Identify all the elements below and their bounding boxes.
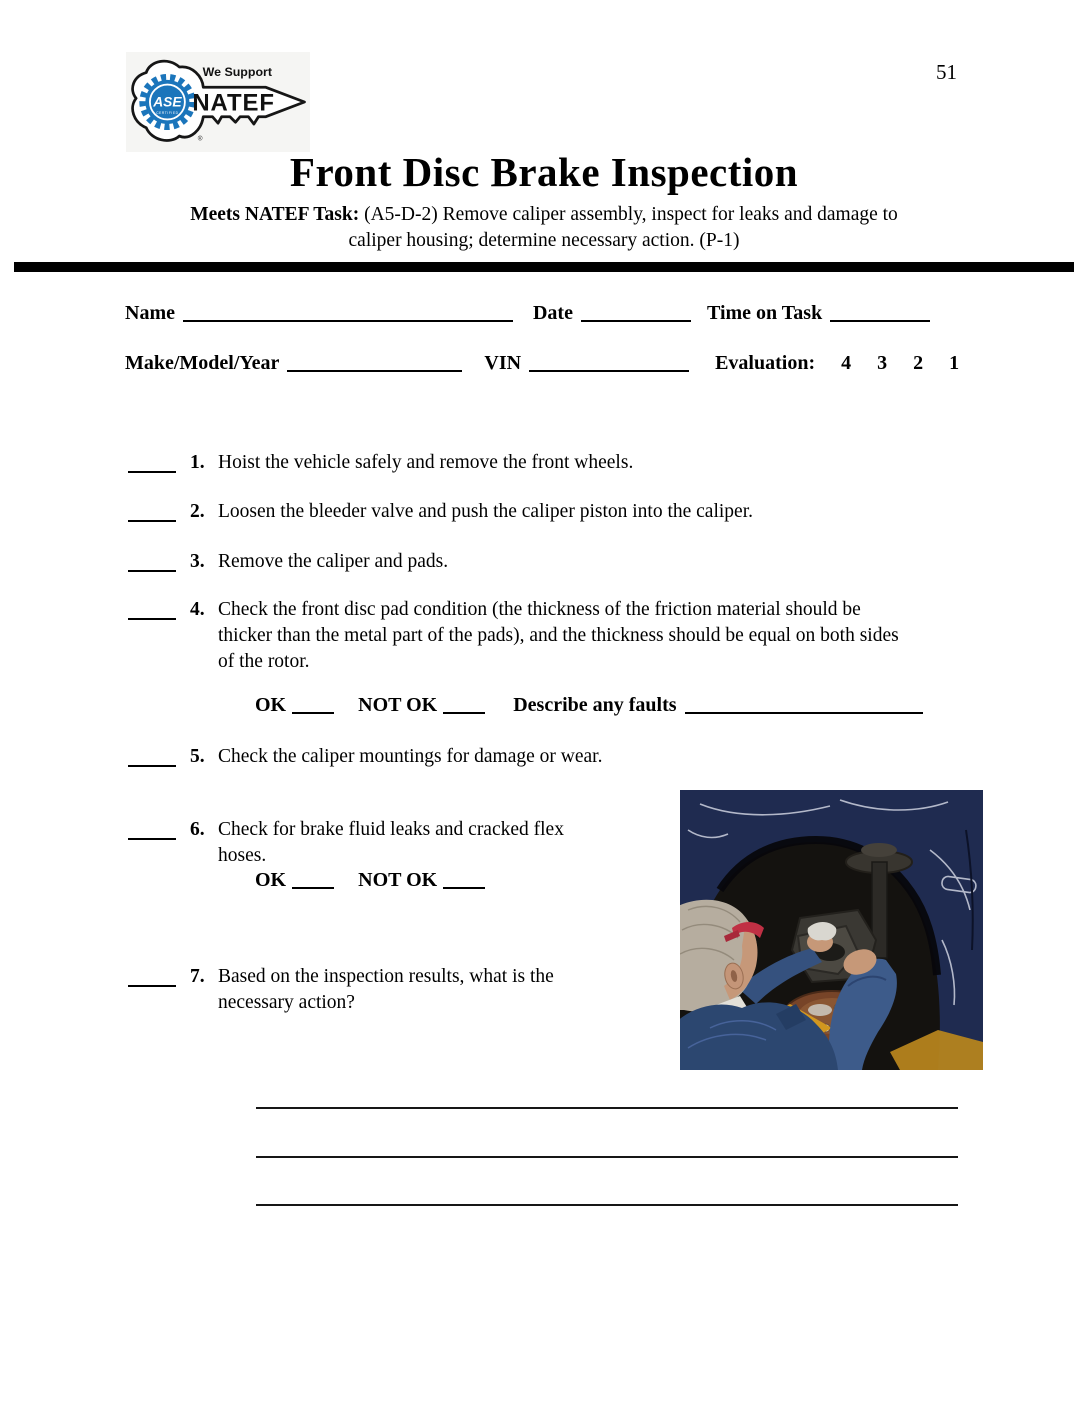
vin-blank-line [529,356,689,372]
natef-task-line2: caliper housing; determine necessary action. (P-1) [348,230,740,251]
step-2-text: Loosen the bleeder valve and push the caliper piston into the caliper. [218,501,753,522]
step-6-blank-line [128,817,176,840]
evaluation-value-1: 1 [949,352,960,374]
not-ok-label-2: NOT OK [358,869,438,891]
step-item-2 [128,499,910,525]
natef-task-text1: (A5-D-2) Remove caliper assembly, inspect for leaks and damage to [364,204,898,225]
form-row-name-date-time [125,302,930,325]
step-item-3 [128,549,910,575]
name-label: Name [125,302,175,324]
describe-faults-label: Describe any faults [513,694,677,716]
answer-line-1 [256,1107,958,1109]
answer-line-3 [256,1204,958,1206]
step-1-text: Hoist the vehicle safely and remove the front wheels. [218,452,634,473]
step-6-number: 6. [190,819,205,840]
step-7-blank-line [128,964,176,987]
step-3-blank-line [128,549,176,572]
natef-ase-logo [126,52,310,152]
brake-inspection-photo [680,790,983,1070]
ase-text: ASE [153,94,182,110]
brake-inspection-photo-graphic [680,790,983,1070]
step-5-blank-line [128,744,176,767]
ok-label: OK [255,694,287,716]
date-blank-line [581,306,691,322]
natef-task-label: Meets NATEF Task: [190,204,360,225]
page-title: Front Disc Brake Inspection [289,149,799,195]
step-3-text: Remove the caliper and pads. [218,551,449,572]
step-7-text: Based on the inspection results, what is the necessary action? [218,966,554,1013]
name-blank-line [183,306,513,322]
step-item-5 [128,744,910,770]
evaluation-label: Evaluation: [715,352,816,374]
vin-label: VIN [484,352,522,374]
ok-notok-describe-row [255,694,923,717]
ase-certified-text: CERTIFIED [156,110,179,115]
not-ok-blank-line-2 [443,873,485,889]
step-item-1 [128,450,910,476]
time-on-task-label: Time on Task [706,302,823,324]
date-label: Date [532,302,573,324]
natef-task-line1 [0,204,1088,226]
registered-mark: ® [197,135,203,143]
step-7-number: 7. [190,966,205,987]
step-1-number: 1. [190,452,205,473]
step-3-number: 3. [190,551,205,572]
answer-line-2 [256,1156,958,1158]
describe-faults-blank-line [685,698,923,714]
evaluation-value-4: 4 [841,352,852,374]
not-ok-label: NOT OK [358,694,438,716]
step-item-4 [128,597,910,675]
not-ok-blank-line [443,698,485,714]
header-divider [14,262,1074,272]
natef-text: NATEF [192,89,275,117]
step-4-blank-line [128,597,176,620]
step-4-text: Check the front disc pad condition (the thickness of the friction material should be thicker than the metal part of the pads), and the thickness should be equal on both sides of the rotor. [218,599,899,672]
ok-label-2: OK [255,869,287,891]
ok-blank-line [292,698,334,714]
step-6-text: Check for brake fluid leaks and cracked flex hoses. [218,819,564,866]
step-2-blank-line [128,499,176,522]
step-item-7 [128,964,606,1016]
step-2-number: 2. [190,501,205,522]
page-number: 51 [936,60,957,84]
step-5-number: 5. [190,746,205,767]
form-row-vehicle-eval [125,352,959,375]
step-item-6 [128,817,606,869]
time-on-task-blank-line [830,306,930,322]
evaluation-value-3: 3 [877,352,888,374]
step-1-blank-line [128,450,176,473]
we-support-text: We Support [202,65,273,80]
make-model-year-blank-line [287,356,462,372]
ok-blank-line-2 [292,873,334,889]
step-5-text: Check the caliper mountings for damage or wear. [218,746,603,767]
key-logo-graphic [126,52,310,152]
step-4-number: 4. [190,599,205,620]
evaluation-value-2: 2 [913,352,924,374]
make-model-year-label: Make/Model/Year [125,352,280,374]
ok-notok-row [255,869,485,892]
